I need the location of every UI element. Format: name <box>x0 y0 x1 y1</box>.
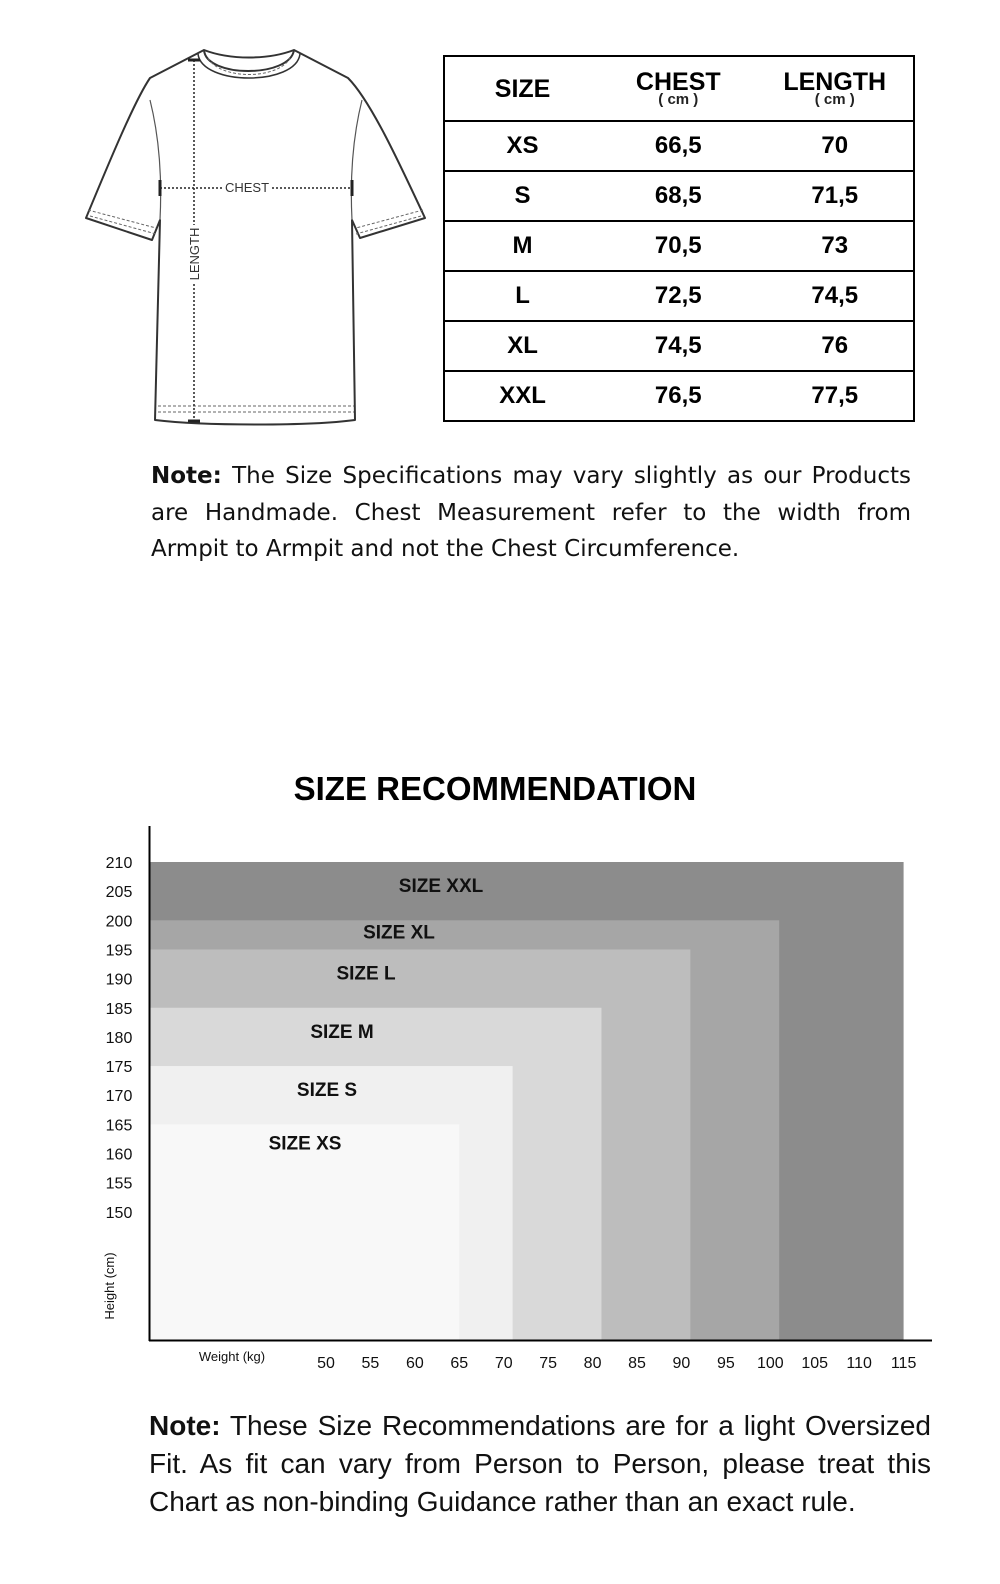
length-cell: 71,5 <box>756 171 914 221</box>
header-chest: CHEST ( cm ) <box>600 56 756 121</box>
region-label-xxl: SIZE XXL <box>398 876 484 897</box>
length-cell: 73 <box>756 221 914 271</box>
y-tick-label: 160 <box>105 1146 133 1164</box>
chest-cell: 72,5 <box>600 271 756 321</box>
region-label-xs: SIZE XS <box>268 1133 342 1155</box>
note2-text: These Size Recommendations are for a light Oversized Fit. As fit can vary from Person to Person, please treat this Chart as non-binding Guidance rather than an exact rule. <box>149 1410 931 1517</box>
y-axis-title: Height (cm) <box>102 1252 117 1320</box>
y-tick-label: 180 <box>105 1029 133 1047</box>
table-row <box>444 371 914 421</box>
size-cell: L <box>444 271 600 321</box>
x-tick-label: 95 <box>716 1355 735 1372</box>
region-label-s: SIZE S <box>296 1080 358 1102</box>
y-tick-label: 155 <box>105 1175 133 1193</box>
note-prefix: Note: <box>151 463 222 489</box>
chest-cell: 66,5 <box>600 121 756 171</box>
header-length: LENGTH ( cm ) <box>756 56 914 121</box>
size-cell: XL <box>444 321 600 371</box>
y-tick-label: 150 <box>105 1204 133 1222</box>
length-cell: 76 <box>756 321 914 371</box>
size-cell: XS <box>444 121 600 171</box>
chest-cell: 70,5 <box>600 221 756 271</box>
size-region-xs <box>150 1124 459 1340</box>
y-tick-label: 195 <box>105 942 133 960</box>
x-tick-label: 85 <box>628 1355 646 1372</box>
x-tick-label: 65 <box>450 1355 469 1372</box>
x-tick-label: 60 <box>405 1355 424 1372</box>
x-tick-labels <box>317 1355 916 1372</box>
length-cell: 74,5 <box>756 271 914 321</box>
y-tick-label: 205 <box>105 884 133 902</box>
size-regions <box>150 862 904 1340</box>
region-label-xl: SIZE XL <box>363 922 435 944</box>
size-spec-note <box>151 458 911 568</box>
x-axis-title: Weight (kg) <box>198 1349 266 1364</box>
y-tick-label: 190 <box>105 971 133 989</box>
table-row <box>444 171 914 221</box>
x-tick-label: 50 <box>317 1355 335 1372</box>
chest-cell: 68,5 <box>600 171 756 221</box>
y-tick-label: 165 <box>105 1117 133 1135</box>
table-row <box>444 121 914 171</box>
x-tick-label: 110 <box>846 1355 872 1372</box>
size-cell: XXL <box>444 371 600 421</box>
tshirt-measurement-diagram <box>80 40 435 435</box>
chest-unit: ( cm ) <box>658 90 699 108</box>
table-row <box>444 321 914 371</box>
x-tick-label: 90 <box>672 1355 691 1372</box>
x-tick-label: 115 <box>890 1355 917 1372</box>
y-tick-label: 210 <box>105 855 133 872</box>
x-tick-label: 100 <box>756 1355 784 1372</box>
size-recommendation-note <box>149 1407 931 1521</box>
note2-prefix: Note: <box>149 1410 221 1441</box>
size-cell: S <box>444 171 600 221</box>
x-tick-label: 80 <box>583 1355 602 1372</box>
length-cell: 77,5 <box>756 371 914 421</box>
y-tick-label: 170 <box>105 1088 133 1106</box>
region-label-l: SIZE L <box>336 963 396 985</box>
x-tick-label: 70 <box>494 1355 513 1372</box>
x-tick-label: 55 <box>361 1355 380 1372</box>
note-text: The Size Specifications may vary slightly as our Products are Handmade. Chest Measurement refer to the width from Armpit to Armpit and not the Chest Circumference. <box>151 463 911 562</box>
y-tick-label: 200 <box>105 913 133 931</box>
size-table-header-row <box>444 56 914 121</box>
length-measure-label: LENGTH <box>187 227 202 281</box>
y-tick-labels <box>106 855 133 1222</box>
region-label-m: SIZE M <box>310 1021 374 1043</box>
chart-title: SIZE RECOMMENDATION <box>293 770 697 807</box>
size-table <box>443 55 915 422</box>
y-tick-label: 175 <box>105 1059 133 1077</box>
x-tick-label: 105 <box>801 1355 829 1372</box>
size-cell: M <box>444 221 600 271</box>
table-row <box>444 271 914 321</box>
chest-measure-label: CHEST <box>224 180 270 195</box>
length-cell: 70 <box>756 121 914 171</box>
chest-cell: 76,5 <box>600 371 756 421</box>
length-unit: ( cm ) <box>814 90 855 108</box>
y-tick-label: 185 <box>105 1000 133 1018</box>
size-recommendation-chart <box>0 820 1000 1390</box>
table-row <box>444 221 914 271</box>
chest-cell: 74,5 <box>600 321 756 371</box>
x-tick-label: 75 <box>539 1355 558 1372</box>
header-size: SIZE <box>444 56 600 121</box>
